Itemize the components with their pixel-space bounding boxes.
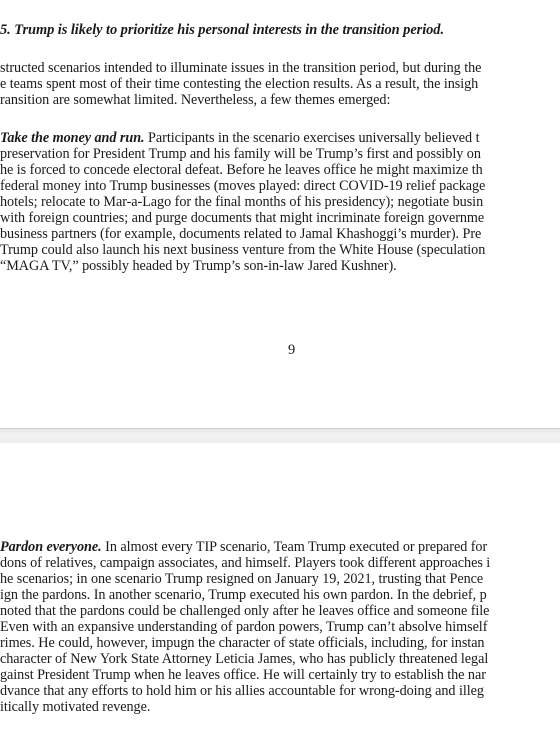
item-take-money-first-line [0, 130, 479, 146]
item-pardon-line: dvance that any efforts to hold him or his allies accountable for wrong-doing and illeg [0, 683, 484, 699]
item-pardon-line: he scenarios; in one scenario Trump resigned on January 19, 2021, trusting that Pence [0, 571, 484, 587]
item-pardon-line: ign the pardons. In another scenario, Trump executed his own pardon. In the debrief, p [0, 587, 487, 603]
item-pardon-line: dons of relatives, campaign associates, and himself. Players took different approaches i [0, 555, 491, 571]
item-take-money-line: “MAGA TV,” possibly headed by Trump’s son-in-law Jared Kushner). [0, 258, 397, 274]
section-heading: 5. Trump is likely to prioritize his personal interests in the transition period. [0, 22, 444, 38]
item-take-money-first-text: Participants in the scenario exercises universally believed t [144, 130, 480, 146]
item-pardon-line: rimes. He could, however, impugn the character of state officials, including, for instan [0, 635, 485, 651]
item-take-money-line: Trump could also launch his next business venture from the White House (speculation [0, 242, 486, 258]
intro-line-3: ransition are somewhat limited. Nevertheless, a few themes emerged: [0, 92, 391, 108]
item-take-money-line: he is forced to concede electoral defeat. Before he leaves office he might maximize th [0, 162, 483, 178]
item-take-money-line: federal money into Trump businesses (moves played: direct COVID-19 relief package [0, 178, 486, 194]
item-take-money-line: hotels; relocate to Mar-a-Lago for the final months of his presidency); negotiate busin [0, 194, 484, 210]
item-take-money-lead: Take the money and run. [0, 130, 145, 146]
item-pardon-line: itically motivated revenge. [0, 699, 151, 715]
intro-line-2: e teams spent most of their time contesting the election results. As a result, the insigh [0, 76, 479, 92]
item-pardon-line: noted that the pardons could be challenged only after he leaves office and someone file [0, 603, 490, 619]
page-number: 9 [288, 342, 296, 358]
item-pardon-first-text: In almost every TIP scenario, Team Trump executed or prepared for [101, 539, 488, 555]
item-pardon-line: Even with an expansive understanding of pardon powers, Trump can’t absolve himself [0, 619, 488, 635]
item-pardon-line: character of New York State Attorney Leticia James, who has publicly threatened legal [0, 651, 489, 667]
item-take-money-line: preservation for President Trump and his family will be Trump’s first and possibly on [0, 146, 481, 162]
item-take-money-line: business partners (for example, documents related to Jamal Khashoggi’s murder). Pre [0, 226, 482, 242]
item-pardon-lead: Pardon everyone. [0, 539, 102, 555]
intro-line-1: structed scenarios intended to illuminate issues in the transition period, but during the [0, 60, 482, 76]
item-take-money-line: with foreign countries; and purge documents that might incriminate foreign governme [0, 210, 485, 226]
item-pardon-line: gainst President Trump when he leaves office. He will certainly try to establish the nar [0, 667, 486, 683]
document-page-bottom [0, 443, 560, 747]
item-pardon-first-line [0, 539, 487, 555]
